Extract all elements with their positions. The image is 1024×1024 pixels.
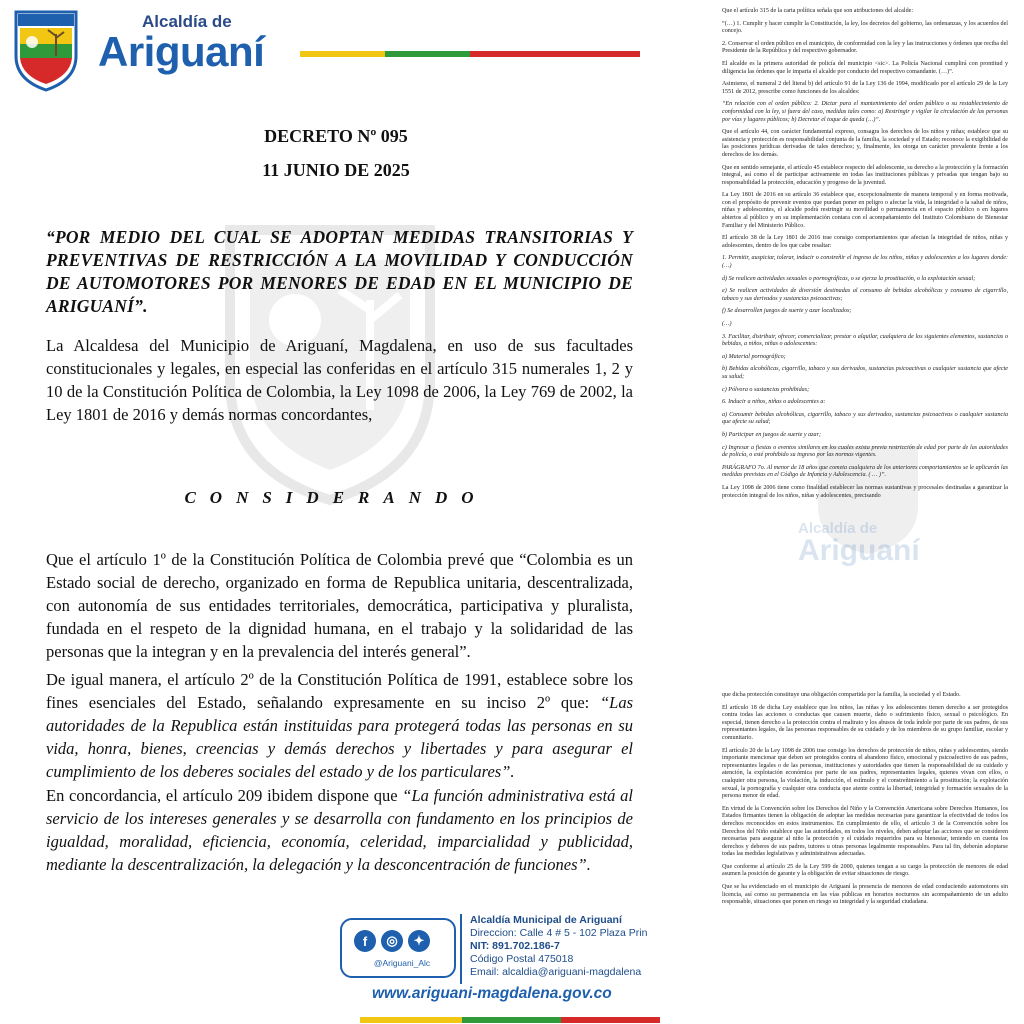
page-2-watermark-line-1: Alcaldía de <box>798 520 878 537</box>
sheet-paragraph: 2. Conservar el orden público en el municipio, de conformidad con la ley y las instrucciones y órdenes que reciba del Presidente de la República y del respectivo gobernador. <box>722 40 1008 55</box>
sheet-paragraph: que dicha protección constituye una obligación compartida por la familia, la sociedad y el Estado. <box>722 692 961 698</box>
sheet-paragraph: El artículo 38 de la Ley 1801 de 2016 trae consigo comportamientos que afectan la integridad de niños, niñas y adolescentes, dentro de los que cabe resaltar: <box>722 235 1008 249</box>
paragraph-2-text: De igual manera, el artículo 2º de la Constitución Política de 1991, establece sobre los fines esenciales del Estado, señalando expresamente en su inciso 2º que: <box>46 670 633 712</box>
sheet-paragraph: (…) <box>722 321 732 327</box>
sheet-paragraph: Que conforme al artículo 25 de la Ley 599 de 2000, quienes tengan a su cargo la protección de menores de edad asumen la posición de garante y la obligación de evitar situaciones de riesgo. <box>722 863 1008 878</box>
sheet-paragraph: El artículo 20 de la Ley 1098 de 2006 trae consigo los derechos de protección de niños, niñas y adolescentes, siendo importante mencionar que deben ser protegidos contra el abandono físico, emocional y psicoafectivo de sus padres, representantes legales o de las personas, instituciones y autoridades que tienen la responsabilidad de su cuidado y atención, la explotación económica por parte de sus padres, representantes legales, quienes vivan con ellos, o cualquier otra persona, la violación, la inducción, el estímulo y el constreñimiento a la prostitución; la explotación sexual, la pornografía y cualquier otra conducta que atente contra la libertad, integridad y formación sexuales de la persona menor de edad. <box>722 747 1008 800</box>
brand-line-2: Ariguaní <box>98 28 265 75</box>
sheet-paragraph: Que se ha evidenciado en el municipio de Ariguaní la presencia de menores de edad conduciendo automotores sin licencia, así como su permanencia en las vías públicas en horarios nocturnos sin acompañamiento de un adulto responsable, situaciones que ponen en riesgo su integridad y la seguridad ciudadana. <box>722 884 1008 906</box>
sheet-paragraph: b) Bebidas alcohólicas, cigarrillo, tabaco y sus derivados, sustancias psicoactivas o cualquier sustancia que afecte su salud; <box>722 366 1008 380</box>
sheet-paragraph: e) Se realicen actividades de diversión destinadas al consumo de bebidas alcohólicas y consumo de cigarrillo, tabaco y sus derivados y sustancias psicoactivas; <box>722 288 1008 302</box>
sheet-paragraph: c) Pólvora o sustancias prohibidas; <box>722 386 810 393</box>
sheet-paragraph: 1. Permitir, auspiciar, tolerar, inducir o constreñir el ingreso de los niños, niñas y adolescentes a los lugares donde: (…) <box>722 255 1008 270</box>
page-3-text <box>722 692 1008 912</box>
social-icons <box>354 930 430 952</box>
municipal-seal-logo <box>10 4 82 92</box>
sheet-paragraph: Que en sentido semejante, el artículo 45 establece respecto del adolescente, su derecho a la protección y la formación integral, así como el de participar activamente en todas las instituciones públicas y privadas que tengan bajo su responsabilidad la protección, educación y progreso de la juventud. <box>722 164 1008 186</box>
considerando-paragraph-2 <box>46 668 633 783</box>
footer-nit: NIT: 891.702.186-7 <box>470 940 560 952</box>
sheet-paragraph: c) Ingresar a fiestas o eventos similares en los cuales exista previa restricción de edad por parte de las autoridades de policía, o esté prohibido su ingreso por las normas vigentes. <box>722 444 1008 459</box>
page-2-watermark-line-2: Ariguaní <box>798 534 920 567</box>
sheet-paragraph: La Ley 1801 de 2016 en su artículo 36 establece que, excepcionalmente de manera temporal y en forma motivada, con el propósito de prevenir eventos que puedan poner en peligro o afectar la vida, la integridad o la salud de niños, niñas y adolescentes, el alcalde podrá restringir su movilidad o permanencia en el espacio público o en lugares abiertos al público y en su implementación contara con el acompañamiento del Instituto Colombiano de Bienestar Familiar y del Ministerio Público. <box>722 192 1008 229</box>
sheet-paragraph: 3. Facilitar, distribuir, ofrecer, comercializar, prestar o alquilar, cualquiera de los siguientes elementos, sustancias o bebidas, a niños, niñas o adolescentes: <box>722 333 1008 348</box>
decree-date: 11 JUNIO DE 2025 <box>262 160 410 180</box>
intro-paragraph: La Alcaldesa del Municipio de Ariguaní, Magdalena, en uso de sus facultades constitucionales y legales, en especial las conferidas en el artículo 315 numerales 1, 2 y 10 de la Constitución Política de Colombia, la Ley 1098 de 2006, la Ley 769 de 2002, la Ley 1801 de 2016 y demás normas concordantes, <box>46 336 633 424</box>
sheet-paragraph: Que el artículo 315 de la carta política señala que son atribuciones del alcalde: <box>722 8 914 14</box>
paragraph-3-text: En concordancia, el artículo 209 ibidem dispone que <box>46 786 403 805</box>
considerando-heading: CONSIDERANDO <box>184 488 488 507</box>
footer-contact <box>470 914 670 979</box>
sheet-paragraph: f) Se desarrollen juegos de suerte y azar localizados; <box>722 308 852 315</box>
sheet-paragraph: La Ley 1098 de 2006 tiene como finalidad establecer las normas sustantivas y procesales destinadas a garantizar la protección integral de los niños, niñas y adolescentes, precisando <box>722 484 1008 499</box>
instagram-icon[interactable]: ◎ <box>381 930 403 952</box>
sheet-paragraph: d) Se realicen actividades sexuales o pornográficas, o se ejerza la prostitución, o la explotación sexual; <box>722 275 976 282</box>
sheet-paragraph: Que el artículo 44, con carácter fundamental expreso, consagra los derechos de los niños y niñas; establece que su asistencia y protección es responsabilidad conjunta de la familia, la sociedad y el Estado; reconoce la exigibilidad de las posiciones jurídicas derivadas de tales derechos; y, finalmente, les otorga un carácter prevalente frente a los derechos de los demás. <box>722 129 1008 158</box>
brand-line-1: Alcaldía de <box>142 12 232 31</box>
sheet-paragraph: En virtud de la Convención sobre los Derechos del Niño y la Convención Americana sobre Derechos Humanos, los Estados firmantes tienen la obligación de adoptar las medidas necesarias para garantizar la efectividad de todos los derechos reconocidos en estos instrumentos. En cumplimiento de ello, el artículo 3 de la Convención sobre los Derechos del Niño establece que las autoridades, en todos los niveles, deben adoptar las acciones que se consideren necesarias para asegurar al niño la protección y el cuidado requeridos para su bienestar, teniendo en cuenta los derechos y deberes de sus padres, tutores u otras personas legalmente responsables. Para tal fin, deberán adoptarse todas las medidas legislativas y administrativas adecuadas. <box>722 805 1008 858</box>
footer-email[interactable]: Email: alcaldia@ariguani-magdalena <box>470 966 642 978</box>
page-2-watermark-brand <box>798 520 920 565</box>
footer-address: Direccion: Calle 4 # 5 - 102 Plaza Prin <box>470 927 648 939</box>
decree-number: DECRETO Nº 095 <box>264 126 408 146</box>
considerando-paragraph-3 <box>46 784 633 876</box>
footer-postal: Código Postal 475018 <box>470 953 574 965</box>
twitter-icon[interactable]: ✦ <box>408 930 430 952</box>
decree-pages-2-3 <box>690 0 1024 1024</box>
footer-website-link[interactable]: www.ariguani-magdalena.gov.co <box>372 985 612 1002</box>
considerando-paragraph-1: Que el artículo 1º de la Constitución Política de Colombia prevé que “Colombia es un Estado social de derecho, organizado en forma de Republica unitaria, descentralizada, con autonomía de sus entidades territoriales, democrática, participativa y pluralista, fundada en el respeto de la dignidad humana, en el trabajo y la solidaridad de las personas que la integran y en la prevalencia del interés general”. <box>46 550 633 661</box>
sheet-paragraph: a) Consumir bebidas alcohólicas, cigarrillo, tabaco y sus derivados, sustancias psicoactivas o cualquier sustancia que afecte su salud; <box>722 411 1008 426</box>
page-2-text <box>722 8 1008 505</box>
header-color-stripe <box>300 44 640 50</box>
footer-org: Alcaldía Municipal de Ariguaní <box>470 914 622 926</box>
paragraph-3-quote: “La función administrativa está al servicio de los intereses generales y se desarrolla con fundamento en los principios de igualdad, moralidad, eficiencia, economía, celeridad, imparcialidad y publicidad, mediante la descentralización, la delegación y la desconcentración de funciones”. <box>46 786 633 874</box>
sheet-paragraph: “En relación con el orden público: 2. Dictar para el mantenimiento del orden público o su restablecimiento de conformidad con la ley, si fuera del caso, medidas tales como: a) Restringir y vigilar la circulación de las personas por vías y lugares públicos; b) Decretar el toque de queda (…)”. <box>722 101 1008 123</box>
sheet-paragraph: El alcalde es la primera autoridad de policía del municipio <sic>. La Policía Nacional cumplirá con prontitud y diligencia las órdenes que le imparta el alcalde por conducto del respectivo comandante. (…)”. <box>722 60 1008 75</box>
social-handle: @Ariguani_Alc <box>373 958 431 968</box>
footer-divider <box>460 914 462 984</box>
brand-wordmark <box>98 12 265 75</box>
sheet-paragraph: El artículo 18 de dicha Ley establece que los niños, las niñas y los adolescentes tienen derecho a ser protegidos contra todas las acciones o conductas que causen muerte, daño o sufrimiento físico, sexual o psicológico. En especial, tienen derecho a la protección contra el maltrato y los abusos de toda índole por parte de sus padres, de sus representantes legales, de las personas responsables de su cuidado y de los miembros de su grupo familiar, escolar y comunitario. <box>722 704 1008 741</box>
sheet-paragraph: “(…) 1. Cumplir y hacer cumplir la Constitución, la ley, los decretos del gobierno, las ordenanzas, y los acuerdos del concejo. <box>722 20 1008 35</box>
sheet-paragraph: b) Participar en juegos de suerte y azar; <box>722 431 822 438</box>
sheet-paragraph: 6. Inducir a niños, niñas o adolescentes a: <box>722 399 826 406</box>
sheet-paragraph: PARÁGRAFO 7o. Al menor de 18 años que cometa cualquiera de los anteriores comportamientos se le aplicarán las medidas previstas en el Código de Infancia y Adolescencia. ( … )”. <box>722 464 1008 479</box>
decree-title: “POR MEDIO DEL CUAL SE ADOPTAN MEDIDAS TRANSITORIAS Y PREVENTIVAS DE RESTRICCIÓN A LA MOVILIDAD Y CONDUCCIÓN DE AUTOMOTORES POR MENORES DE EDAD EN EL MUNICIPIO DE ARIGUANÍ”. <box>46 227 633 316</box>
sheet-paragraph: Asimismo, el numeral 2 del literal b) del artículo 91 de la Ley 136 de 1994, modificado por el artículo 29 de la Ley 1551 de 2012, prescribe como funciones de los alcaldes: <box>722 81 1008 95</box>
footer-color-stripe <box>360 1010 660 1016</box>
sheet-paragraph: a) Material pornográfico; <box>722 353 786 360</box>
facebook-icon[interactable]: f <box>354 930 376 952</box>
paragraph-2-quote: “Las autoridades de la Republica están instituidas para protegerá todas las personas en su vida, honra, bienes, creencias y demás derechos y libertades y para asegurar el cumplimiento de los deberes sociales del estado y de los particulares”. <box>46 693 633 781</box>
